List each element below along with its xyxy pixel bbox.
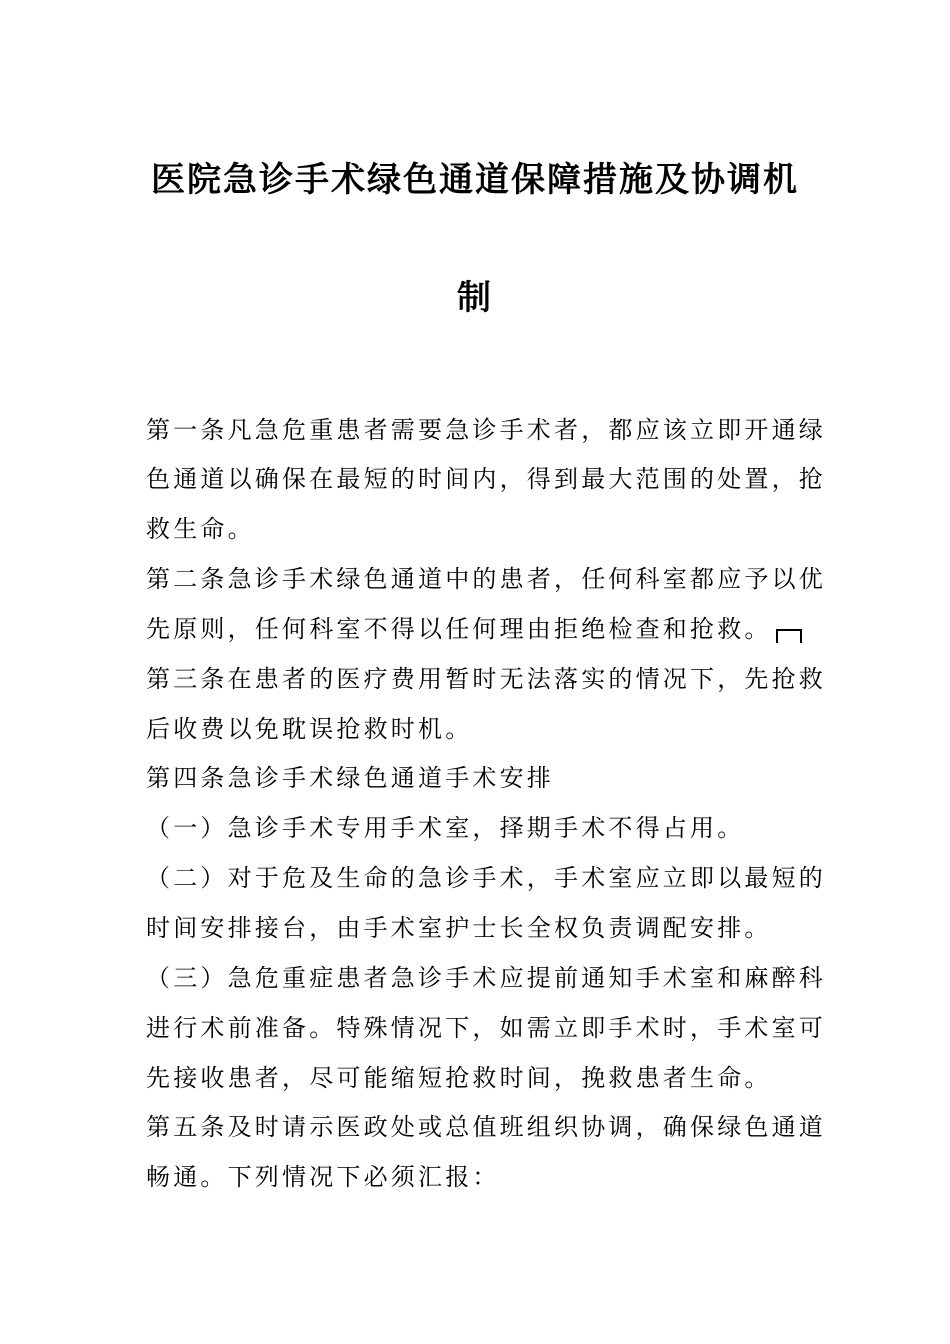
- body-line-10: （二）对于危及生命的急诊手术，手术室应立即以最短的: [146, 864, 826, 892]
- bracket-mark-icon: [776, 629, 802, 643]
- body-line-4: 第二条急诊手术绿色通道中的患者，任何科室都应予以优: [146, 565, 826, 593]
- body-line-3: 救生命。: [146, 515, 255, 543]
- body-line-8: 第四条急诊手术绿色通道手术安排: [146, 764, 554, 792]
- body-line-5-row: [146, 613, 816, 645]
- body-line-16: 畅通。下列情况下必须汇报：: [146, 1163, 500, 1191]
- body-line-9: （一）急诊手术专用手术室，择期手术不得占用。: [146, 814, 745, 842]
- body-line-2: 色通道以确保在最短的时间内，得到最大范围的处置，抢: [146, 465, 826, 493]
- body-line-7: 后收费以免耽误抢救时机。: [146, 715, 473, 743]
- body-line-1: 第一条凡急危重患者需要急诊手术者，都应该立即开通绿: [146, 416, 826, 444]
- body-line-5: 先原则，任何科室不得以任何理由拒绝检查和抢救。: [146, 615, 772, 643]
- document-title-line-1: 医院急诊手术绿色通道保障措施及协调机: [151, 160, 799, 200]
- body-line-14: 先接收患者，尽可能缩短抢救时间，挽救患者生命。: [146, 1064, 772, 1092]
- body-line-6: 第三条在患者的医疗费用暂时无法落实的情况下，先抢救: [146, 665, 826, 693]
- body-line-11: 时间安排接台，由手术室护士长全权负责调配安排。: [146, 914, 772, 942]
- body-line-12: （三）急危重症患者急诊手术应提前通知手术室和麻醉科: [146, 964, 826, 992]
- body-line-15: 第五条及时请示医政处或总值班组织协调，确保绿色通道: [146, 1113, 826, 1141]
- body-line-13: 进行术前准备。特殊情况下，如需立即手术时，手术室可: [146, 1014, 826, 1042]
- document-title-line-2: 制: [457, 278, 493, 318]
